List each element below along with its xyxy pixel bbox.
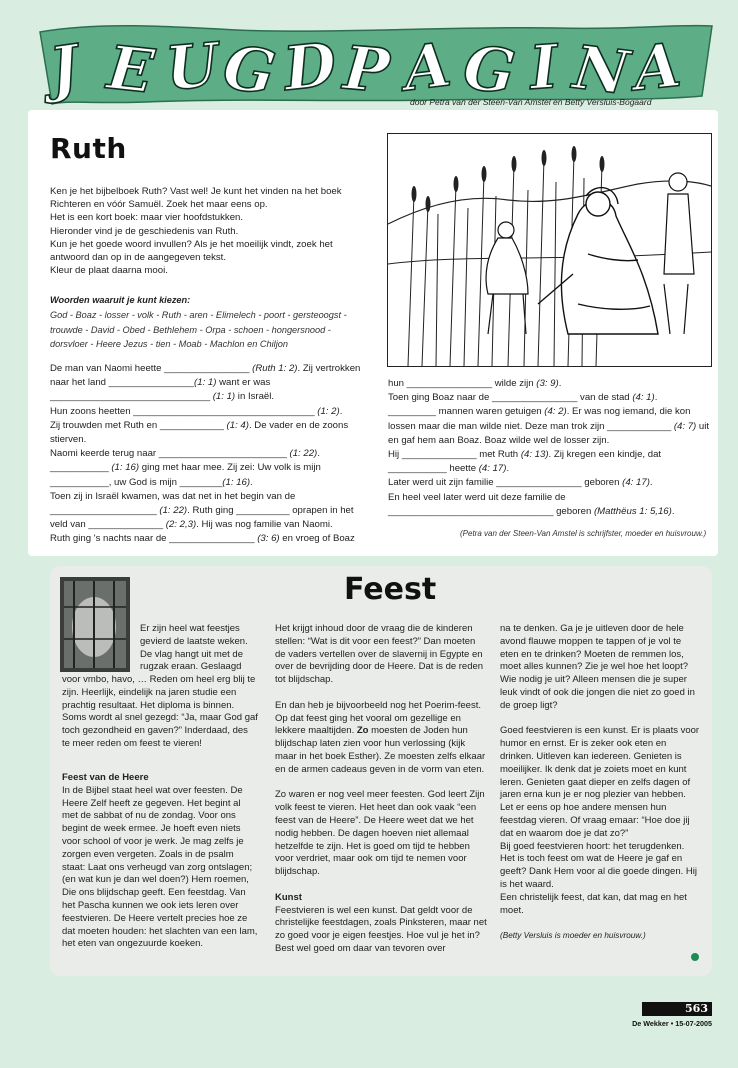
banner-letter: G [219,32,280,109]
feest-title: Feest [344,572,437,607]
banner-letter: A [630,30,685,105]
fill-in-left: De man van Naomi heette ________________ (Ruth 1: 2). Zij vertrokken naar het land ________________(1: 1) want er was ______________________________ (1: 1) in Israël. Hun zoons heetten __________________________________ (1: 2). Zij trouwden met Ruth en ____________ (1: 4). De vader en de zoons stierven. Naomi keerde terug naar ________________________ (1: 22). ___________ (1: 16) ging met haar mee. Zij zei: Uw volk is mijn ___________, uw God is mijn ________(1: 16). Toen zij in Israël kwamen, was dat net in het begin van de ____________________ (1: 22). Ruth ging __________ oprapen in het veld van ______________ (2: 2,3). Hij was nog familie van Naomi. Ruth ging 's nachts naar de ________________ (3: 6) en vroeg of Boaz [50,363,361,545]
text-run: En dan heb je bijvoorbeeld nog het Poerim-feest. Op dat feest ging het vooral om gezellige en lekkere maaltijden. [275,699,481,737]
intro-line: Hieronder vind je de geschiedenis van Ruth. [50,225,239,237]
intro-line: Kleur de plaat daarna mooi. [50,265,168,277]
page-number: 563 [642,1002,712,1016]
word-list: God - Boaz - losser - volk - Ruth - aren - Elimelech - poort - gersteoogst - trouwde - David - Obed - Bethlehem - Orpa - schoen - hongersnood - dorsvloer - Heere Jezus - tien - Moab - Machlon en Chiljon [50,310,347,350]
wheat-ears [412,146,605,212]
ruth-title: Ruth [50,132,127,165]
intro-line: Ken je het bijbelboek Ruth? Vast wel! Je kunt het vinden na het boek Richteren en vóór Samuël. Zoek het maar eens op. [50,186,342,211]
banner-letter: A [399,30,455,106]
banner-letter: D [280,29,340,105]
paragraph [275,700,487,777]
fill-in-right: hun ________________ wilde zijn (3: 9). Toen ging Boaz naar de ________________ van de stad (4: 1). _________ mannen waren getuigen (4: 2). Er was nog iemand, die kon lossen maar die man wilde niet. Deze man trok zijn ____________ (4: 7) uit en gaf hem aan Boaz. Boaz wilde wel de losser zijn. Hij ______________ met Ruth (4: 13). Zij kregen een kindje, dat ___________ heette (4: 17). Later werd uit zijn familie ________________ geboren (4: 17). En heel veel later werd uit deze familie de _______________________________ geboren (Matthëus 1: 5,16). [388,378,710,517]
banner-letter: I [527,32,561,104]
gleaner-figure [486,222,528,334]
paragraph: Feestvieren is wel een kunst. Dat geldt voor de christelijke feestdagen, zoals Pinksteren, maar net zo goed voor je eigen feestjes. Hoe vul je het in? Best wel goed om daar van tevoren over [275,904,487,954]
paragraph: Goed feestvieren is een kunst. Er is plaats voor humor en ernst. Er is zeker ook eten en drinken. Uitleven kan iedereen. Genieten is moeilijker. Ik denk dat je zoiets moet en kunt leren. Genieten gaat dieper en zelfs dagen of jaren erna kun je er nog plezier van hebben. Let er eens op hoe andere mensen hun feestdag vieren. Of vraag emaar: “Hoe doe jij dat en waarom doe je dat zo?” [500,725,700,839]
feest-col2 [275,623,487,956]
banner-letter: E [104,33,158,108]
paragraph: Bij goed feestvieren hoort: het terugdenken. Het is toch feest om wat de Heere je gaf en geeft? Dank Hem voor al die goede dingen. Hij is het waard. [500,840,697,890]
text-bold: Zo [356,725,369,737]
banner-letter: P [340,33,392,108]
intro-line: Kun je het goede woord invullen? Als je het moeilijk vindt, zoek het antwoord dan op in de aangegeven tekst. [50,238,333,264]
paragraph: Een christelijk feest, dat kan, dat mag en het moet. [500,891,687,916]
intro-line: Het is een kort boek: maar vier hoofdstukken. [50,212,244,224]
hills [388,181,711,224]
end-mark-dot [691,953,699,961]
section-heading: Kunst [275,891,302,903]
feest-col1-intro-b: voor vmbo, havo, … Reden om heel erg blij te zijn. Heerlijk, eindelijk na jaren studie een prachtig resultaat. Het diploma is binnen. Soms wordt al snel gezegd: “Ja, maar God gaf toch gezondheid en gaven?” Inderdaad, des te meer reden om feest te vieren! [62,674,258,749]
publication-line: De Wekker • 15-07-2005 [632,1019,712,1028]
feest-col1-body [62,772,258,951]
ruth-gleaning-illustration [387,133,712,367]
ruth-intro [50,185,370,277]
feest-credit: (Betty Versluis is moeder en huisvrouw.) [500,931,646,941]
word-list-heading: Woorden waaruit je kunt kiezen: [50,295,191,305]
ruth-credit: (Petra van der Steen-Van Amstel is schrijfster, moeder en huisvrouw.) [460,529,707,538]
banner-letter: N [569,32,633,109]
window-photo [60,577,130,672]
banner-letter: J [45,32,84,106]
banner-letter: U [163,30,222,105]
paragraph: Zo waren er nog veel meer feesten. God leert Zijn volk feest te vieren. Het heet dan ook vaak “een feest van de Heere”. De Heere weet dat we het nodig hebben. De dagen hoeven niet allemaal hetzelfde te zijn. Het is goed om tijd te hebben voor verdriet, maar ook om tijd te nemen voor blijdschap. [275,789,485,878]
paragraph: Het krijgt inhoud door de vraag die de kinderen stellen: “Wat is dit voor een feest?” Dan moeten de vaders vertellen over de slavernij in Egypte en over de bevrijding door de Heere. Dat is de reden tot blijdschap. [275,623,484,686]
reaper-figure [664,173,694,334]
feest-col3 [500,623,700,956]
ground-line [388,252,711,264]
feest-col1-intro-a: Er zijn heel wat feestjes gevierd de laatste weken. De vlag hangt uit met de rugzak eraan. Geslaagd [140,623,248,673]
section-heading: Feest van de Heere [62,772,149,783]
text-run: moesten de Joden hun blijdschap laten zien voor hun verlossing (kijk maar in het boek Esther). Ze moesten zelfs elkaar en de armen cadeaus geven in de vorm van eten. [275,725,486,775]
paragraph: na te denken. Ga je je uitleven door de hele avond flauwe moppen te tappen of je vol te eten en te drinken? Moeten de remmen los, moet alles kunnen? Zie je wel hoe het loopt? Wie nodig je uit? Alleen mensen die je super leuk vindt of ook die jongen die niet zo goed in de groep ligt? [500,623,695,711]
banner-letter: G [460,33,519,109]
paragraph: In de Bijbel staat heel wat over feesten. De Heere Zelf heeft ze gegeven. Het begint al met de sabbat of nu de zondag. Voor ons begint de week ermee. Je hoeft even niets voor school of voor je werk. Je mag zelfs je zorgen even vergeten. Zoals in de psalm staat: Laat ons verheugd van zorg ontslagen; (en wat kun je dan wel doen?) Hem roemen, Die ons blijdschap geeft. Een feestdag. Van het Pascha kunnen we ook iets leren over feestvieren. De Heere vertelt precies hoe ze dat moeten houden: het slachten van een lam, het eten van ongezuurde koeken. [62,784,258,950]
byline: door Petra van der Steen-Van Amstel en Betty Versluis-Bogaard [410,97,652,107]
